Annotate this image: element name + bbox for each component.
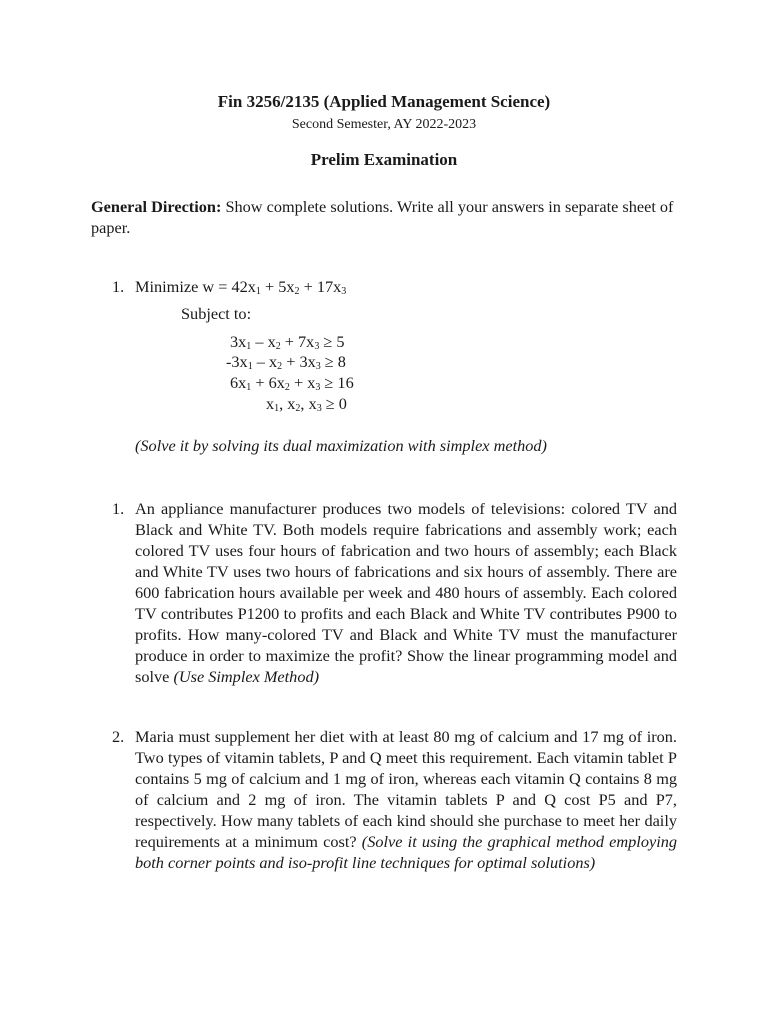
constraint-3: $6x_1 + 6x_2 + x_3 \ge 16$: [230, 373, 354, 393]
question-2-text: An appliance manufacturer produces two models of televisions: colored TV and Black and White TV. Both models require fabrications and assembly work; each colored TV uses four hours of fabrication and two hours of assembly; each Black and White TV uses two hours of fabrications and six hours of assembly. There are 600 fabrication hours available per week and 480 hours of assembly. Each colored TV contributes P1200 to profits and each Black and White TV contributes P900 to profits. How many-colored TV and Black and White TV must the manufacturer produce in order to maximize the profit? Show the linear programming model and solve (Use Simplex Method): [135, 499, 677, 686]
objective-function: Minimize $w = 42x_1 + 5x_2 + 17x_3$: [135, 277, 347, 297]
question-3: [0, 726, 768, 926]
question-1: [0, 276, 768, 476]
question-2: [0, 498, 768, 698]
question-2-number: 1.: [112, 499, 125, 518]
general-direction-text: Show complete solutions. Write all your answers in separate sheet of paper.: [91, 197, 674, 237]
semester-line: Second Semester, AY 2022-2023: [291, 117, 477, 132]
general-direction: [91, 196, 681, 238]
exam-title: Prelim Examination: [310, 150, 458, 169]
general-direction-label: General Direction:: [91, 197, 222, 216]
question-3-number: 2.: [112, 727, 125, 746]
subject-to-label: Subject to:: [181, 304, 252, 323]
non-negativity-constraint: $x_1$, $x_2$, $x_3 \ge 0$: [266, 394, 347, 414]
question-3-instruction: (Solve it using the graphical method employing both corner points and iso-profit line techniques for optimal solutions): [135, 832, 677, 872]
question-3-text: Maria must supplement her diet with at least 80 mg of calcium and 17 mg of iron. Two types of vitamin tablets, P and Q meet this requirement. Each vitamin tablet P contains 5 mg of calcium and 1 mg of iron, whereas each vitamin Q contains 8 mg of calcium and 2 mg of iron. The vitamin tablets P and Q cost P5 and P7, respectively. How many tablets of each kind should she purchase to meet her daily requirements at a minimum cost? (Solve it using the graphical method employing both corner points and iso-profit line techniques for optimal solutions): [135, 727, 677, 872]
question-2-instruction: (Use Simplex Method): [173, 667, 320, 686]
question-1-instruction: (Solve it by solving its dual maximization with simplex method): [135, 436, 547, 455]
constraint-1: $3x_1 - x_2 + 7x_3 \ge 5$: [230, 332, 345, 352]
course-title: Fin 3256/2135 (Applied Management Science): [217, 92, 551, 111]
constraint-2: $-3x_1 - x_2 + 3x_3 \ge 8$: [226, 352, 346, 372]
question-1-number: 1.: [112, 277, 125, 296]
